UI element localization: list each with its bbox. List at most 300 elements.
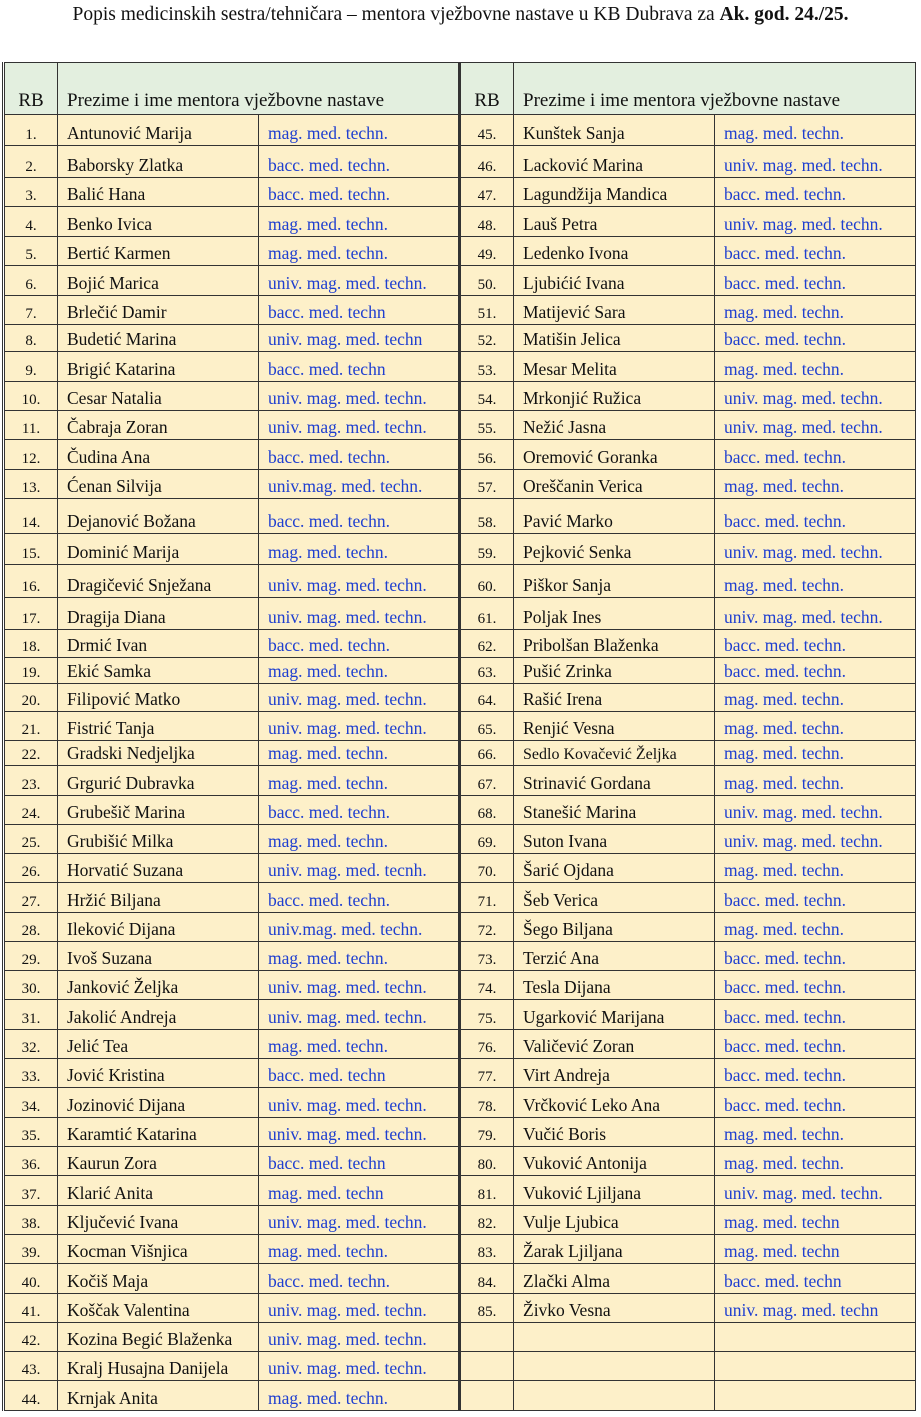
- table-row: [4, 1381, 460, 1411]
- mentor-name: Bertić Karmen: [58, 237, 259, 266]
- table-row: [460, 1118, 916, 1147]
- table-row: [460, 440, 916, 470]
- page-title: [0, 4, 921, 26]
- table-row: [4, 534, 460, 565]
- row-number: 5.: [4, 237, 58, 266]
- mentor-name: Ključević Ivana: [58, 1206, 259, 1235]
- mentor-name: Cesar Natalia: [58, 382, 259, 411]
- mentor-table-right: [458, 62, 916, 1411]
- mentor-table-left: [2, 62, 460, 1411]
- row-number: 58.: [460, 499, 514, 534]
- row-number: 27.: [4, 883, 58, 913]
- row-number: 39.: [4, 1235, 58, 1264]
- mentor-name: Kaurun Zora: [58, 1147, 259, 1176]
- mentor-name: Ileković Dijana: [58, 913, 259, 942]
- mentor-name: Kocman Višnjica: [58, 1235, 259, 1264]
- table-row: [4, 971, 460, 1000]
- mentor-name: Jović Kristina: [58, 1059, 259, 1088]
- row-number: 66.: [460, 741, 514, 766]
- mentor-title: univ.mag. med. techn.: [259, 470, 460, 499]
- mentor-title: mag. med. techn.: [259, 1030, 460, 1059]
- row-number: 40.: [4, 1264, 58, 1294]
- mentor-title: univ. mag. med. techn.: [259, 411, 460, 440]
- mentor-name: Vučić Boris: [514, 1118, 715, 1147]
- row-number: [460, 1381, 514, 1411]
- mentor-name: Budetić Marina: [58, 325, 259, 352]
- table-row: [4, 146, 460, 178]
- row-number: 55.: [460, 411, 514, 440]
- table-row: [460, 237, 916, 266]
- mentor-name: Antunović Marija: [58, 115, 259, 146]
- mentor-title: bacc. med. techn.: [715, 1000, 916, 1030]
- mentor-name: Koščak Valentina: [58, 1294, 259, 1323]
- mentor-name: Fistrić Tanja: [58, 712, 259, 741]
- table-row: [460, 741, 916, 766]
- row-number: 33.: [4, 1059, 58, 1088]
- mentor-title: univ. mag. med. techn.: [259, 382, 460, 411]
- table-row: [4, 1147, 460, 1176]
- mentor-title: mag. med. techn.: [715, 766, 916, 796]
- row-number: 14.: [4, 499, 58, 534]
- table-row: [4, 207, 460, 237]
- mentor-title: bacc. med. techn.: [715, 942, 916, 971]
- mentor-title: bacc. med. techn.: [715, 325, 916, 352]
- row-number: 83.: [460, 1235, 514, 1264]
- table-row: [4, 237, 460, 266]
- row-number: 71.: [460, 883, 514, 913]
- row-number: 29.: [4, 942, 58, 971]
- mentor-title: mag. med. techn.: [259, 766, 460, 796]
- row-number: 64.: [460, 684, 514, 712]
- mentor-name: Šarić Ojdana: [514, 854, 715, 883]
- row-number: 38.: [4, 1206, 58, 1235]
- mentor-title: bacc. med. techn.: [259, 630, 460, 658]
- mentor-title: bacc. med. techn.: [715, 266, 916, 296]
- mentor-name: Kozina Begić Blaženka: [58, 1323, 259, 1352]
- table-row: [4, 1323, 460, 1352]
- table-row: [460, 325, 916, 352]
- mentor-title: mag. med. techn.: [715, 854, 916, 883]
- mentor-title: mag. med. techn.: [259, 1381, 460, 1411]
- mentor-name: Bojić Marica: [58, 266, 259, 296]
- table-row: [4, 712, 460, 741]
- table-row: [4, 883, 460, 913]
- mentor-title: bacc. med. techn.: [259, 178, 460, 207]
- mentor-title: univ. mag. med. techn.: [259, 1118, 460, 1147]
- mentor-title: bacc. med. techn.: [259, 883, 460, 913]
- row-number: 24.: [4, 796, 58, 825]
- mentor-title: [715, 1352, 916, 1381]
- row-number: 46.: [460, 146, 514, 178]
- row-number: 25.: [4, 825, 58, 854]
- row-number: 57.: [460, 470, 514, 499]
- table-row: [460, 854, 916, 883]
- row-number: 16.: [4, 565, 58, 598]
- table-row: [460, 913, 916, 942]
- mentor-title: mag. med. techn.: [715, 684, 916, 712]
- mentor-name: Hržić Biljana: [58, 883, 259, 913]
- table-row: [460, 825, 916, 854]
- mentor-title: univ. mag. med. techn.: [259, 565, 460, 598]
- header-row: [460, 63, 916, 115]
- mentor-name: Suton Ivana: [514, 825, 715, 854]
- row-number: 51.: [460, 296, 514, 325]
- mentor-title: mag. med. techn.: [259, 741, 460, 766]
- mentor-name: Dejanović Božana: [58, 499, 259, 534]
- row-number: 53.: [460, 352, 514, 382]
- row-number: 22.: [4, 741, 58, 766]
- mentor-name: Jozinović Dijana: [58, 1088, 259, 1118]
- mentor-name: [514, 1352, 715, 1381]
- table-row: [4, 796, 460, 825]
- table-row: [460, 382, 916, 411]
- mentor-name: Grgurić Dubravka: [58, 766, 259, 796]
- mentor-name: Čudina Ana: [58, 440, 259, 470]
- table-row: [460, 470, 916, 499]
- row-number: 73.: [460, 942, 514, 971]
- mentor-title: univ. mag. med. techn.: [715, 207, 916, 237]
- row-number: 59.: [460, 534, 514, 565]
- table-row: [4, 741, 460, 766]
- header-rb: RB: [4, 63, 58, 115]
- mentor-title: bacc. med. techn.: [715, 499, 916, 534]
- mentor-name: Sedlo Kovačević Željka: [514, 741, 715, 766]
- header-row: [4, 63, 460, 115]
- mentor-name: Renjić Vesna: [514, 712, 715, 741]
- mentor-name: Vulje Ljubica: [514, 1206, 715, 1235]
- row-number: 52.: [460, 325, 514, 352]
- table-row: [460, 178, 916, 207]
- mentor-name: Mesar Melita: [514, 352, 715, 382]
- row-number: 47.: [460, 178, 514, 207]
- mentor-name: Mrkonjić Ružica: [514, 382, 715, 411]
- row-number: 9.: [4, 352, 58, 382]
- mentor-title: bacc. med. techn.: [715, 1030, 916, 1059]
- mentor-name: Vuković Antonija: [514, 1147, 715, 1176]
- mentor-name: Pribolšan Blaženka: [514, 630, 715, 658]
- empty-table-row: [460, 1323, 916, 1352]
- mentor-name: Jakolić Andreja: [58, 1000, 259, 1030]
- table-row: [460, 766, 916, 796]
- mentor-title: bacc. med. techn.: [715, 178, 916, 207]
- row-number: 8.: [4, 325, 58, 352]
- row-number: 31.: [4, 1000, 58, 1030]
- mentor-name: Strinavić Gordana: [514, 766, 715, 796]
- row-number: 62.: [460, 630, 514, 658]
- mentor-title: bacc. med. techn.: [259, 796, 460, 825]
- row-number: 60.: [460, 565, 514, 598]
- mentor-name: Virt Andreja: [514, 1059, 715, 1088]
- title-text: Popis medicinskih sestra/tehničara – mentora vježbovne nastave u KB Dubrava za: [72, 4, 720, 25]
- mentor-title: mag. med. techn.: [715, 712, 916, 741]
- row-number: 76.: [460, 1030, 514, 1059]
- mentor-title: bacc. med. techn.: [259, 146, 460, 178]
- row-number: 42.: [4, 1323, 58, 1352]
- mentor-name: Balić Hana: [58, 178, 259, 207]
- mentor-name: Dragija Diana: [58, 598, 259, 630]
- mentor-title: mag. med. techn.: [259, 115, 460, 146]
- row-number: 78.: [460, 1088, 514, 1118]
- mentor-title: bacc. med. techn: [259, 352, 460, 382]
- mentor-title: univ. mag. med. techn.: [259, 712, 460, 741]
- mentor-title: mag. med. techn.: [715, 913, 916, 942]
- mentor-title: univ. mag. med. techn.: [259, 1352, 460, 1381]
- mentor-title: [715, 1323, 916, 1352]
- row-number: 44.: [4, 1381, 58, 1411]
- table-row: [460, 1059, 916, 1088]
- mentor-title: mag. med. techn.: [259, 658, 460, 684]
- row-number: 41.: [4, 1294, 58, 1323]
- row-number: 26.: [4, 854, 58, 883]
- table-row: [4, 825, 460, 854]
- table-row: [4, 325, 460, 352]
- mentor-title: bacc. med. techn.: [715, 1059, 916, 1088]
- mentor-name: [514, 1323, 715, 1352]
- mentor-title: mag. med. techn.: [715, 352, 916, 382]
- mentor-name: Krnjak Anita: [58, 1381, 259, 1411]
- row-number: 81.: [460, 1176, 514, 1206]
- mentor-title: mag. med. techn.: [715, 296, 916, 325]
- table-row: [4, 1030, 460, 1059]
- mentor-title: bacc. med. techn.: [715, 630, 916, 658]
- mentor-name: Brigić Katarina: [58, 352, 259, 382]
- mentor-title: univ. mag. med. techn.: [715, 825, 916, 854]
- mentor-name: Grubešič Marina: [58, 796, 259, 825]
- row-number: 74.: [460, 971, 514, 1000]
- mentor-name: Ivoš Suzana: [58, 942, 259, 971]
- mentor-title: bacc. med. techn: [715, 1264, 916, 1294]
- table-row: [4, 411, 460, 440]
- mentor-title: mag. med. techn.: [259, 942, 460, 971]
- row-number: 13.: [4, 470, 58, 499]
- mentor-name: Živko Vesna: [514, 1294, 715, 1323]
- mentor-name: Dominić Marija: [58, 534, 259, 565]
- mentor-title: univ. mag. med. techn.: [715, 796, 916, 825]
- table-row: [460, 352, 916, 382]
- row-number: 61.: [460, 598, 514, 630]
- mentor-name: Kunštek Sanja: [514, 115, 715, 146]
- table-row: [460, 658, 916, 684]
- mentor-name: Ekić Samka: [58, 658, 259, 684]
- mentor-title: univ. mag. med. techn: [259, 325, 460, 352]
- mentor-name: Grubišić Milka: [58, 825, 259, 854]
- row-number: 3.: [4, 178, 58, 207]
- mentor-title: mag. med. techn: [715, 1206, 916, 1235]
- table-row: [4, 499, 460, 534]
- mentor-title: univ. mag. med. techn.: [715, 598, 916, 630]
- table-row: [460, 1000, 916, 1030]
- mentor-name: Pejković Senka: [514, 534, 715, 565]
- header-rb: RB: [460, 63, 514, 115]
- table-row: [4, 1059, 460, 1088]
- mentor-name: Valičević Zoran: [514, 1030, 715, 1059]
- table-row: [4, 854, 460, 883]
- mentor-title: univ.mag. med. techn.: [259, 913, 460, 942]
- row-number: 10.: [4, 382, 58, 411]
- table-row: [460, 1176, 916, 1206]
- mentor-title: bacc. med. techn.: [715, 971, 916, 1000]
- mentor-name: Žarak Ljiljana: [514, 1235, 715, 1264]
- table-row: [460, 115, 916, 146]
- mentor-name: [514, 1381, 715, 1411]
- mentor-title: mag. med. techn.: [715, 470, 916, 499]
- row-number: 49.: [460, 237, 514, 266]
- table-row: [4, 1352, 460, 1381]
- table-row: [460, 411, 916, 440]
- table-row: [460, 684, 916, 712]
- mentor-name: Poljak Ines: [514, 598, 715, 630]
- row-number: 45.: [460, 115, 514, 146]
- row-number: 79.: [460, 1118, 514, 1147]
- table-row: [4, 1294, 460, 1323]
- row-number: 32.: [4, 1030, 58, 1059]
- table-row: [4, 942, 460, 971]
- mentor-title: mag. med. techn.: [259, 1235, 460, 1264]
- row-number: 1.: [4, 115, 58, 146]
- table-row: [4, 296, 460, 325]
- row-number: 4.: [4, 207, 58, 237]
- table-row: [460, 565, 916, 598]
- header-mentor-name: Prezime i ime mentora vježbovne nastave: [514, 63, 916, 115]
- mentor-title: mag. med. techn.: [715, 741, 916, 766]
- table-row: [460, 598, 916, 630]
- row-number: 48.: [460, 207, 514, 237]
- table-row: [4, 1118, 460, 1147]
- mentor-title: univ. mag. med. techn.: [259, 971, 460, 1000]
- mentor-title: univ. mag. med. techn.: [259, 266, 460, 296]
- row-number: 18.: [4, 630, 58, 658]
- mentor-name: Gradski Nedjeljka: [58, 741, 259, 766]
- table-row: [4, 630, 460, 658]
- mentor-name: Piškor Sanja: [514, 565, 715, 598]
- mentor-name: Pavić Marko: [514, 499, 715, 534]
- row-number: 65.: [460, 712, 514, 741]
- mentor-title: mag. med. techn: [259, 1176, 460, 1206]
- row-number: 28.: [4, 913, 58, 942]
- row-number: 50.: [460, 266, 514, 296]
- table-row: [460, 942, 916, 971]
- row-number: 7.: [4, 296, 58, 325]
- table-row: [460, 207, 916, 237]
- mentor-name: Matišin Jelica: [514, 325, 715, 352]
- mentor-title: univ. mag. med. techn.: [715, 1176, 916, 1206]
- row-number: 34.: [4, 1088, 58, 1118]
- mentor-title: univ. mag. med. techn: [715, 1294, 916, 1323]
- mentor-name: Klarić Anita: [58, 1176, 259, 1206]
- mentor-name: Filipović Matko: [58, 684, 259, 712]
- mentor-title: mag. med. techn.: [715, 1147, 916, 1176]
- table-row: [460, 266, 916, 296]
- mentor-name: Baborsky Zlatka: [58, 146, 259, 178]
- empty-table-row: [460, 1381, 916, 1411]
- mentor-title: univ. mag. med. techn.: [259, 1000, 460, 1030]
- mentor-title: bacc. med. techn: [259, 296, 460, 325]
- mentor-title: mag. med. techn.: [259, 825, 460, 854]
- row-number: 35.: [4, 1118, 58, 1147]
- row-number: 80.: [460, 1147, 514, 1176]
- row-number: 82.: [460, 1206, 514, 1235]
- row-number: 84.: [460, 1264, 514, 1294]
- row-number: 17.: [4, 598, 58, 630]
- mentor-name: Ledenko Ivona: [514, 237, 715, 266]
- row-number: 36.: [4, 1147, 58, 1176]
- mentor-title: bacc. med. techn: [259, 1059, 460, 1088]
- row-number: 85.: [460, 1294, 514, 1323]
- row-number: 12.: [4, 440, 58, 470]
- table-row: [4, 913, 460, 942]
- mentor-title: mag. med. techn.: [259, 207, 460, 237]
- mentor-title: mag. med. techn.: [715, 115, 916, 146]
- mentor-name: Oremović Goranka: [514, 440, 715, 470]
- mentor-name: Janković Željka: [58, 971, 259, 1000]
- mentor-title: bacc. med. techn.: [715, 1088, 916, 1118]
- mentor-name: Lacković Marina: [514, 146, 715, 178]
- row-number: 15.: [4, 534, 58, 565]
- mentor-name: Ljubićić Ivana: [514, 266, 715, 296]
- mentor-name: Šeb Verica: [514, 883, 715, 913]
- mentor-name: Nežić Jasna: [514, 411, 715, 440]
- table-row: [4, 440, 460, 470]
- table-row: [460, 1264, 916, 1294]
- mentor-name: Šego Biljana: [514, 913, 715, 942]
- mentor-name: Lagundžija Mandica: [514, 178, 715, 207]
- mentor-title: bacc. med. techn.: [715, 883, 916, 913]
- mentor-title: bacc. med. techn.: [259, 499, 460, 534]
- mentor-title: bacc. med. techn.: [715, 440, 916, 470]
- mentor-name: Drmić Ivan: [58, 630, 259, 658]
- table-row: [4, 1264, 460, 1294]
- table-row: [4, 178, 460, 207]
- row-number: 68.: [460, 796, 514, 825]
- table-row: [4, 1206, 460, 1235]
- row-number: 43.: [4, 1352, 58, 1381]
- mentor-name: Benko Ivica: [58, 207, 259, 237]
- mentor-name: Pušić Zrinka: [514, 658, 715, 684]
- mentor-title: univ. mag. med. techn.: [259, 598, 460, 630]
- table-row: [460, 883, 916, 913]
- table-row: [4, 684, 460, 712]
- table-row: [4, 1000, 460, 1030]
- table-row: [4, 470, 460, 499]
- mentor-title: univ. mag. med. tecnh.: [259, 854, 460, 883]
- table-row: [460, 296, 916, 325]
- mentor-name: Horvatić Suzana: [58, 854, 259, 883]
- table-row: [4, 115, 460, 146]
- table-row: [460, 971, 916, 1000]
- row-number: 67.: [460, 766, 514, 796]
- row-number: 69.: [460, 825, 514, 854]
- row-number: 11.: [4, 411, 58, 440]
- mentor-name: Terzić Ana: [514, 942, 715, 971]
- table-row: [460, 796, 916, 825]
- mentor-name: Karamtić Katarina: [58, 1118, 259, 1147]
- row-number: 30.: [4, 971, 58, 1000]
- table-row: [4, 1088, 460, 1118]
- mentor-name: Tesla Dijana: [514, 971, 715, 1000]
- mentor-name: Dragičević Snježana: [58, 565, 259, 598]
- table-row: [460, 1030, 916, 1059]
- mentor-name: Ugarković Marijana: [514, 1000, 715, 1030]
- table-row: [4, 598, 460, 630]
- mentor-name: Lauš Petra: [514, 207, 715, 237]
- mentor-title: univ. mag. med. techn.: [259, 1088, 460, 1118]
- row-number: 21.: [4, 712, 58, 741]
- mentor-name: Ćenan Silvija: [58, 470, 259, 499]
- mentor-name: Jelić Tea: [58, 1030, 259, 1059]
- mentor-name: Matijević Sara: [514, 296, 715, 325]
- mentor-name: Oreščanin Verica: [514, 470, 715, 499]
- empty-table-row: [460, 1352, 916, 1381]
